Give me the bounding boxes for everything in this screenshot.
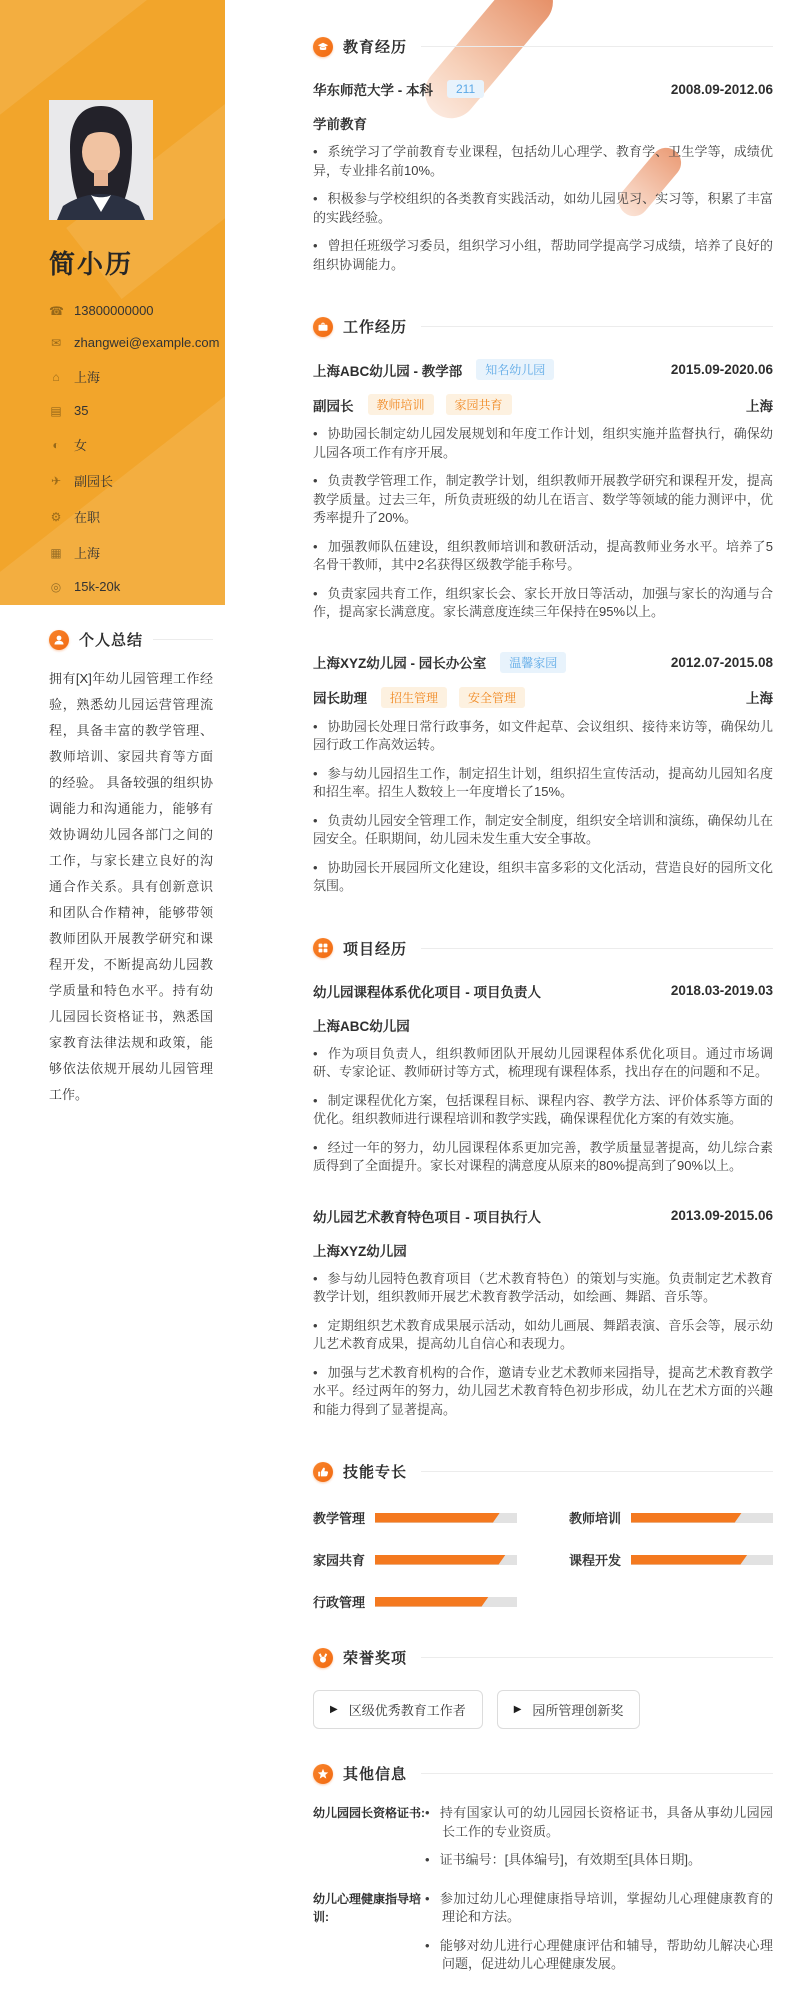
section-honors xyxy=(313,1647,773,1729)
work-location: 上海 xyxy=(746,398,773,414)
bullet-item: • 曾担任班级学习委员，组织学习小组，帮助同学提高学习成绩，培养了良好的组织协调能力。 xyxy=(313,238,773,272)
grid-icon xyxy=(313,938,333,958)
skill-item xyxy=(569,1550,773,1569)
work-date: 2015.09-2020.06 xyxy=(670,362,773,377)
bullet-item: • 参与幼儿园招生工作，制定招生计划，组织招生宣传活动，提高幼儿园知名度和招生率。招生人数较上一年度增长了15%。 xyxy=(313,765,773,799)
education-title: 教育经历 xyxy=(343,39,408,56)
summary-section xyxy=(0,605,225,1108)
school-tag-badge: 211 xyxy=(447,80,484,98)
role-tag-badge: 教师培训 xyxy=(368,394,434,415)
section-divider xyxy=(421,1773,773,1774)
other-info-term: 幼儿心理健康指导培训: xyxy=(313,1891,422,1924)
work-bullets xyxy=(313,718,773,896)
home-icon: ⌂ xyxy=(52,369,60,384)
projects-header xyxy=(313,938,773,959)
star-icon xyxy=(313,1764,333,1784)
contact-phone xyxy=(49,303,225,318)
contact-city xyxy=(49,543,225,562)
bullet-dot: • xyxy=(313,144,318,159)
work-date: 2012.07-2015.08 xyxy=(670,654,773,670)
honor-badge-button[interactable] xyxy=(313,1690,483,1729)
summary-text: 拥有[X]年幼儿园管理工作经验，熟悉幼儿园运营管理流程，具备丰富的教学管理、教师培训、家园共育等方面的经验。 具备较强的组织协调能力和沟通能力，能够有效协调幼儿园各部门之间的工作，与家长建立良好的沟通合作关系。具有创新意识和团队合作精神，能够带领教师团队开展教学研究和课程开发，不断提高幼儿园教学质量和特色水平。持有幼儿园园长资格证书，熟悉国家教育法律法规和政策，能够依法依规开展幼儿园管理工作。 xyxy=(49,671,213,1102)
bullet-item: • 能够对幼儿进行心理健康评估和辅导，帮助幼儿解决心理问题，促进幼儿心理健康发展。 xyxy=(425,1937,773,1971)
honors-title: 荣誉奖项 xyxy=(343,1650,408,1667)
person-icon xyxy=(49,630,69,650)
project-org: 上海XYZ幼儿园 xyxy=(313,1243,407,1259)
work-item xyxy=(313,359,773,622)
salary-icon: ◎ xyxy=(50,579,62,594)
bullet-dot: • xyxy=(425,1852,430,1867)
section-divider xyxy=(421,46,773,47)
skills-grid xyxy=(313,1508,773,1611)
bullet-item: • 制定课程优化方案，包括课程目标、课程内容、教学方法、评价体系等方面的优化。组织教师进行课程培训和教学实践，确保课程优化方案的有效实施。 xyxy=(313,1092,773,1126)
skill-item xyxy=(313,1508,517,1527)
bullet-item: • 加强教师队伍建设，组织教师培训和教研活动，提高教师业务水平。培养了5名骨干教师，其中2名获得区级教学能手称号。 xyxy=(313,538,773,572)
sidebar-orange-panel xyxy=(0,0,225,605)
city-icon: ▦ xyxy=(50,545,62,560)
project-org: 上海ABC幼儿园 xyxy=(313,1018,410,1034)
job-role: 副园长 xyxy=(313,398,354,414)
section-divider xyxy=(421,1471,773,1472)
project-date: 2018.03-2019.03 xyxy=(670,983,773,998)
honors-header xyxy=(313,1647,773,1668)
position-icon: ✈ xyxy=(50,473,62,488)
contact-status xyxy=(49,507,225,526)
contact-value: 35 xyxy=(74,403,89,418)
company-name: 上海ABC幼儿园 - 教学部 xyxy=(313,363,463,379)
other-info-bullets xyxy=(425,1890,773,1974)
bullet-dot: • xyxy=(313,238,318,253)
skill-bar-fill xyxy=(375,1555,506,1565)
project-name: 幼儿园艺术教育特色项目 - 项目执行人 xyxy=(313,1209,541,1225)
bullet-item: • 参加过幼儿心理健康指导培训，掌握幼儿心理健康教育的理论和方法。 xyxy=(425,1890,773,1924)
bullet-item: • 负责教学管理工作，制定教学计划，组织教师开展教学研究和课程开发，提高教学质量。过去三年，所负责班级的幼儿在语言、数学等领域的能力测评中，优秀率提升了20%。 xyxy=(313,473,773,525)
project-item xyxy=(313,1206,773,1420)
bullet-item: • 协助园长开展园所文化建设，组织丰富多彩的文化活动，营造良好的园所文化氛围。 xyxy=(313,859,773,893)
section-skills xyxy=(313,1461,773,1611)
skill-bar-track xyxy=(631,1555,773,1565)
bullet-item: • 作为项目负责人，组织教师团队开展幼儿园课程体系优化项目。通过市场调研、专家论证、教师研讨等方式，梳理现有课程体系，找出存在的问题和不足。 xyxy=(313,1045,773,1079)
contact-list xyxy=(49,303,225,594)
contact-age xyxy=(49,403,225,418)
contact-location xyxy=(49,367,225,386)
bullet-dot: • xyxy=(313,1139,318,1155)
main-content xyxy=(225,0,794,2014)
skill-bar-track xyxy=(631,1513,773,1523)
other-info-header xyxy=(313,1763,773,1784)
work-item xyxy=(313,652,773,896)
skills-title: 技能专长 xyxy=(343,1464,408,1481)
bullet-dot: • xyxy=(313,812,318,828)
bullet-dot: • xyxy=(313,1364,318,1380)
skill-label: 教师培训 xyxy=(569,1511,622,1526)
honor-badge-button[interactable] xyxy=(497,1690,641,1729)
phone-icon: ☎ xyxy=(49,303,64,318)
bullet-dot: • xyxy=(313,1270,318,1286)
company-name: 上海XYZ幼儿园 - 园长办公室 xyxy=(313,656,487,671)
email-icon: ✉ xyxy=(50,335,62,350)
skill-bar-fill xyxy=(631,1513,742,1523)
education-header xyxy=(313,36,773,57)
bullet-dot: • xyxy=(313,426,318,441)
project-name: 幼儿园课程体系优化项目 - 项目负责人 xyxy=(313,984,541,1000)
skill-label: 课程开发 xyxy=(569,1553,622,1568)
other-info-term: 幼儿园园长资格证书: xyxy=(313,1806,425,1820)
skill-bar-fill xyxy=(375,1597,489,1607)
skill-bar-track xyxy=(375,1555,517,1565)
contact-gender xyxy=(49,435,225,454)
gender-icon: ◐ xyxy=(52,437,60,452)
project-bullets xyxy=(313,1270,773,1420)
bullet-item: • 负责家园共育工作，组织家长会、家长开放日等活动，加强与家长的沟通与合作，提高家长满意度。家长满意度连续三年保持在95%以上。 xyxy=(313,585,773,619)
contact-value: 上海 xyxy=(74,370,101,385)
education-date: 2008.09-2012.06 xyxy=(670,81,773,97)
education-item xyxy=(313,79,773,274)
major-name: 学前教育 xyxy=(313,117,367,132)
section-work xyxy=(313,316,773,896)
school-name: 华东师范大学 - 本科 xyxy=(313,83,433,98)
contact-position xyxy=(49,471,225,490)
contact-salary xyxy=(49,579,225,594)
company-tag-badge: 知名幼儿园 xyxy=(476,359,554,380)
bullet-dot: • xyxy=(313,718,318,734)
contact-value: zhangwei@example.com xyxy=(74,335,220,350)
project-date: 2013.09-2015.06 xyxy=(670,1208,773,1223)
skill-bar-fill xyxy=(631,1555,747,1565)
education-bullets xyxy=(313,143,773,274)
section-divider xyxy=(421,326,773,327)
honor-label: 园所管理创新奖 xyxy=(532,1703,624,1718)
candidate-name: 简小历 xyxy=(49,249,134,279)
role-tag-badge: 安全管理 xyxy=(459,687,525,708)
bullet-item: • 协助园长处理日常行政事务，如文件起草、会议组织、接待来访等，确保幼儿园行政工作高效运转。 xyxy=(313,718,773,752)
role-tag-badge: 家园共育 xyxy=(446,394,512,415)
project-item xyxy=(313,981,773,1176)
section-divider xyxy=(421,948,773,949)
skills-header xyxy=(313,1461,773,1482)
play-triangle-icon: ▶ xyxy=(330,1704,338,1715)
bullet-item: • 加强与艺术教育机构的合作，邀请专业艺术教师来园指导，提高艺术教育教学水平。经过两年的努力，幼儿园艺术教育特色初步形成，幼儿在艺术方面的兴趣和能力得到了显著提高。 xyxy=(313,1364,773,1417)
contact-value: 15k-20k xyxy=(74,579,121,594)
bullet-dot: • xyxy=(313,585,318,601)
work-title: 工作经历 xyxy=(343,319,408,336)
contact-value: 女 xyxy=(74,438,88,453)
project-bullets xyxy=(313,1045,773,1176)
bullet-item: • 积极参与学校组织的各类教育实践活动，如幼儿园见习、实习等，积累了丰富的实践经验。 xyxy=(313,191,773,225)
skill-item xyxy=(313,1550,517,1569)
bullet-item: • 经过一年的努力，幼儿园课程体系更加完善，教学质量显著提高，幼儿综合素质得到了全面提升。家长对课程的满意度从原来的80%提高到了90%以上。 xyxy=(313,1139,773,1173)
section-divider xyxy=(153,639,213,640)
section-education xyxy=(313,36,773,274)
contact-value: 副园长 xyxy=(74,474,114,489)
work-location: 上海 xyxy=(746,691,773,706)
bullet-dot: • xyxy=(313,473,318,488)
contact-value: 上海 xyxy=(74,546,101,561)
bullet-dot: • xyxy=(425,1937,430,1953)
bullet-item: • 定期组织艺术教育成果展示活动，如幼儿画展、舞蹈表演、音乐会等，展示幼儿艺术教育成果，提高幼儿自信心和表现力。 xyxy=(313,1317,773,1351)
section-other-info xyxy=(313,1763,773,1974)
section-divider xyxy=(421,1657,773,1658)
section-projects xyxy=(313,938,773,1420)
skill-label: 家园共育 xyxy=(313,1553,366,1568)
bullet-dot: • xyxy=(313,1092,318,1108)
contact-email xyxy=(49,335,225,350)
bullet-item: • 参与幼儿园特色教育项目（艺术教育特色）的策划与实施。负责制定艺术教育教学计划，组织教师开展艺术教育教学活动，如绘画、舞蹈、音乐等。 xyxy=(313,1270,773,1304)
other-info-item xyxy=(313,1890,773,1974)
bullet-dot: • xyxy=(313,1045,318,1061)
contact-value: 在职 xyxy=(74,510,101,525)
skill-bar-track xyxy=(375,1597,517,1607)
other-info-item xyxy=(313,1804,773,1870)
bullet-item: • 持有国家认可的幼儿园园长资格证书，具备从事幼儿园园长工作的专业资质。 xyxy=(425,1805,773,1839)
skill-label: 行政管理 xyxy=(313,1595,366,1610)
bullet-dot: • xyxy=(425,1805,430,1820)
skill-bar-track xyxy=(375,1513,517,1523)
bullet-item: • 负责幼儿园安全管理工作，制定安全制度，组织安全培训和演练，确保幼儿在园安全。任职期间，幼儿园未发生重大安全事故。 xyxy=(313,812,773,846)
skill-label: 教学管理 xyxy=(313,1511,366,1526)
bullet-item: • 系统学习了学前教育专业课程，包括幼儿心理学、教育学、卫生学等，成绩优异，专业排名前10%。 xyxy=(313,144,773,178)
bullet-dot: • xyxy=(313,765,318,781)
honor-list xyxy=(313,1690,773,1729)
play-triangle-icon: ▶ xyxy=(513,1704,522,1715)
projects-title: 项目经历 xyxy=(343,940,408,958)
briefcase-icon xyxy=(313,317,333,337)
avatar xyxy=(49,100,153,220)
bullet-dot: • xyxy=(313,538,318,554)
status-icon: ⚙ xyxy=(50,509,62,524)
work-bullets xyxy=(313,425,773,622)
skill-item xyxy=(569,1508,773,1527)
work-header xyxy=(313,316,773,337)
graduation-cap-icon xyxy=(313,37,333,57)
bullet-item: • 协助园长制定幼儿园发展规划和年度工作计划，组织实施并监督执行，确保幼儿园各项工作有序开展。 xyxy=(313,426,773,460)
honor-label: 区级优秀教育工作者 xyxy=(348,1703,466,1718)
bullet-item: • 证书编号：[具体编号]，有效期至[具体日期]。 xyxy=(425,1852,702,1867)
company-tag-badge: 温馨家园 xyxy=(500,652,566,673)
bullet-dot: • xyxy=(313,859,318,875)
age-icon: ▤ xyxy=(50,403,62,418)
bullet-dot: • xyxy=(313,191,318,206)
skill-item xyxy=(313,1592,517,1611)
bullet-dot: • xyxy=(425,1890,430,1906)
sidebar xyxy=(0,0,225,2014)
role-tag-badge: 招生管理 xyxy=(381,687,447,708)
contact-value: 13800000000 xyxy=(74,303,154,318)
other-info-title: 其他信息 xyxy=(343,1766,408,1783)
other-info-bullets xyxy=(425,1804,773,1870)
thumbs-up-icon xyxy=(313,1462,333,1482)
job-role: 园长助理 xyxy=(313,691,367,706)
summary-title: 个人总结 xyxy=(79,632,144,649)
skill-bar-fill xyxy=(375,1513,500,1523)
medal-icon xyxy=(313,1648,333,1668)
summary-header xyxy=(49,629,213,650)
bullet-dot: • xyxy=(313,1317,318,1333)
